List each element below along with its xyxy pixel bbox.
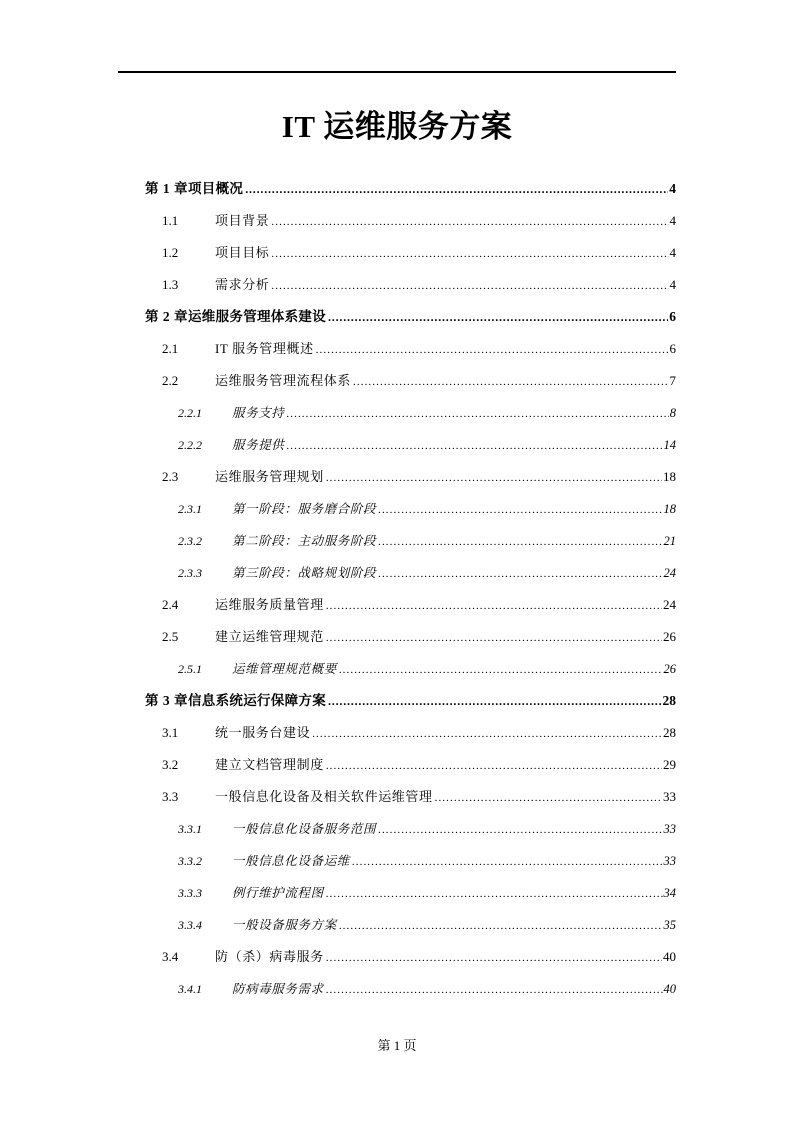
toc-entry-label: 服务提供: [232, 438, 285, 452]
toc-entry[interactable]: [118, 461, 676, 493]
toc-dot-leader: [326, 633, 662, 646]
toc-entry[interactable]: [118, 813, 676, 845]
toc-entry-label: 运维服务质量管理: [215, 597, 324, 612]
toc-entry[interactable]: [118, 429, 676, 461]
toc-entry[interactable]: [118, 173, 676, 205]
toc-entry[interactable]: [118, 589, 676, 621]
toc-entry-label: 建立文档管理制度: [215, 757, 324, 772]
toc-entry-label: 服务支持: [232, 406, 285, 420]
toc-entry-label: 防病毒服务需求: [232, 982, 324, 996]
toc-entry-page-number: 4: [669, 245, 676, 260]
toc-entry-number: 2.2.2: [178, 438, 202, 452]
toc-entry-page-number: 26: [663, 629, 676, 644]
toc-dot-leader: [353, 377, 668, 390]
toc-entry-number: 3.3.3: [178, 886, 202, 900]
toc-entry-number: 1.3: [162, 277, 179, 292]
toc-entry[interactable]: [118, 717, 676, 749]
toc-entry-number: 3.3.1: [178, 822, 202, 836]
toc-dot-leader: [326, 473, 662, 486]
toc-entry[interactable]: [118, 301, 676, 333]
toc-entry-label: IT 服务管理概述: [215, 341, 314, 356]
toc-entry-number: 3.4.1: [178, 982, 202, 996]
toc-entry-number: 3.4: [162, 949, 179, 964]
toc-entry-page-number: 4: [669, 181, 676, 196]
toc-entry-label: 一般信息化设备运维: [232, 854, 350, 868]
footer-page-marker: 第 1 页: [377, 1038, 417, 1053]
toc-entry-label: 信息系统运行保障方案: [188, 693, 326, 708]
toc-entry-number: 2.3.3: [178, 566, 202, 580]
toc-entry-number: 3.3: [162, 789, 179, 804]
toc-entry-number: 第 2 章: [145, 309, 188, 324]
toc-entry-page-number: 26: [663, 662, 676, 676]
toc-dot-leader: [339, 921, 663, 934]
toc-entry-label: 第三阶段：战略规划阶段: [232, 566, 377, 580]
toc-entry[interactable]: [118, 397, 676, 429]
header-rule: [118, 71, 676, 73]
toc-entry-label: 统一服务台建设: [215, 725, 311, 740]
toc-entry-label: 一般信息化设备及相关软件运维管理: [215, 789, 433, 804]
toc-dot-leader: [378, 825, 662, 838]
toc-entry[interactable]: [118, 269, 676, 301]
toc-entry-number: 2.5: [162, 629, 179, 644]
toc-entry[interactable]: [118, 205, 676, 237]
toc-dot-leader: [326, 761, 662, 774]
toc-dot-leader: [312, 729, 662, 742]
toc-dot-leader: [271, 281, 668, 294]
toc-entry-label: 运维服务管理体系建设: [188, 309, 326, 324]
toc-entry-number: 3.2: [162, 757, 179, 772]
toc-entry-page-number: 35: [663, 918, 676, 932]
toc-entry-page-number: 6: [669, 341, 676, 356]
toc-dot-leader: [326, 953, 662, 966]
toc-entry-number: 2.1: [162, 341, 179, 356]
toc-entry-number: 第 1 章: [145, 181, 188, 196]
toc-dot-leader: [326, 601, 662, 614]
toc-entry[interactable]: [118, 685, 676, 717]
toc-entry[interactable]: [118, 877, 676, 909]
toc-entry-page-number: 33: [663, 822, 676, 836]
toc-dot-leader: [326, 985, 663, 998]
toc-dot-leader: [316, 345, 669, 358]
toc-entry-page-number: 18: [663, 502, 676, 516]
toc-entry-page-number: 7: [669, 373, 676, 388]
toc-entry-number: 2.4: [162, 597, 179, 612]
toc-entry-number: 2.3.2: [178, 534, 202, 548]
toc-entry[interactable]: [118, 557, 676, 589]
toc-entry-label: 需求分析: [215, 277, 270, 292]
toc-entry-page-number: 21: [663, 534, 676, 548]
toc-entry-label: 一般设备服务方案: [232, 918, 337, 932]
toc-entry-label: 第二阶段：主动服务阶段: [232, 534, 377, 548]
toc-entry-page-number: 8: [669, 406, 676, 420]
toc-entry-label: 运维服务管理流程体系: [215, 373, 352, 388]
toc-entry-page-number: 28: [662, 693, 676, 708]
toc-entry-label: 防（杀）病毒服务: [215, 949, 324, 964]
toc-entry-page-number: 29: [663, 757, 676, 772]
toc-entry-label: 例行维护流程图: [232, 886, 324, 900]
toc-dot-leader: [245, 183, 668, 197]
toc-dot-leader: [378, 537, 662, 550]
toc-entry[interactable]: [118, 493, 676, 525]
toc-entry-number: 2.3: [162, 469, 179, 484]
toc-dot-leader: [286, 409, 668, 422]
toc-entry[interactable]: [118, 653, 676, 685]
toc-entry-label: 一般信息化设备服务范围: [232, 822, 377, 836]
toc-entry[interactable]: [118, 973, 676, 1005]
document-title: IT 运维服务方案: [281, 109, 513, 144]
toc-entry[interactable]: [118, 845, 676, 877]
toc-entry-number: 1.1: [162, 213, 179, 228]
toc-entry-page-number: 40: [663, 982, 676, 996]
toc-entry-page-number: 34: [663, 886, 676, 900]
toc-entry-label: 运维服务管理规划: [215, 469, 324, 484]
toc-entry-number: 2.2: [162, 373, 179, 388]
toc-entry-number: 3.1: [162, 725, 179, 740]
toc-entry-number: 2.2.1: [178, 406, 202, 420]
toc-entry-label: 第一阶段：服务磨合阶段: [232, 502, 377, 516]
toc-entry-page-number: 6: [669, 309, 676, 324]
toc-entry[interactable]: [118, 365, 676, 397]
toc-dot-leader: [378, 505, 662, 518]
toc-entry-page-number: 40: [663, 949, 676, 964]
toc-entry-page-number: 18: [663, 469, 676, 484]
toc-dot-leader: [352, 857, 663, 870]
toc-entry-label: 建立运维管理规范: [215, 629, 324, 644]
toc-entry-page-number: 24: [663, 597, 676, 612]
toc-entry-number: 3.3.2: [178, 854, 202, 868]
toc-entry-page-number: 33: [663, 854, 676, 868]
toc-entry-page-number: 4: [669, 213, 676, 228]
toc-entry-page-number: 28: [663, 725, 676, 740]
toc-dot-leader: [326, 889, 663, 902]
toc-entry[interactable]: [118, 621, 676, 653]
toc-entry[interactable]: [118, 237, 676, 269]
toc-entry[interactable]: [118, 333, 676, 365]
toc-entry[interactable]: [118, 749, 676, 781]
toc-entry[interactable]: [118, 781, 676, 813]
toc-entry-label: 项目背景: [215, 213, 270, 228]
toc-entry-page-number: 4: [669, 277, 676, 292]
toc-entry-page-number: 14: [663, 438, 676, 452]
toc-entry-label: 项目概况: [188, 181, 244, 196]
toc-dot-leader: [328, 695, 662, 709]
toc-dot-leader: [378, 569, 662, 582]
toc-entry-label: 运维管理规范概要: [232, 662, 337, 676]
table-of-contents: [118, 173, 676, 1005]
toc-entry-number: 第 3 章: [145, 693, 188, 708]
toc-dot-leader: [339, 665, 663, 678]
toc-entry-number: 1.2: [162, 245, 179, 260]
toc-entry[interactable]: [118, 525, 676, 557]
toc-dot-leader: [435, 793, 662, 806]
toc-entry-number: 3.3.4: [178, 918, 202, 932]
toc-entry-page-number: 24: [663, 566, 676, 580]
toc-dot-leader: [286, 441, 662, 454]
toc-entry-number: 2.5.1: [178, 662, 202, 676]
toc-entry-page-number: 33: [663, 789, 676, 804]
toc-entry-label: 项目目标: [215, 245, 270, 260]
toc-entry[interactable]: [118, 909, 676, 941]
toc-entry[interactable]: [118, 941, 676, 973]
toc-dot-leader: [271, 217, 668, 230]
toc-entry-number: 2.3.1: [178, 502, 202, 516]
toc-dot-leader: [328, 311, 668, 325]
toc-dot-leader: [271, 249, 668, 262]
